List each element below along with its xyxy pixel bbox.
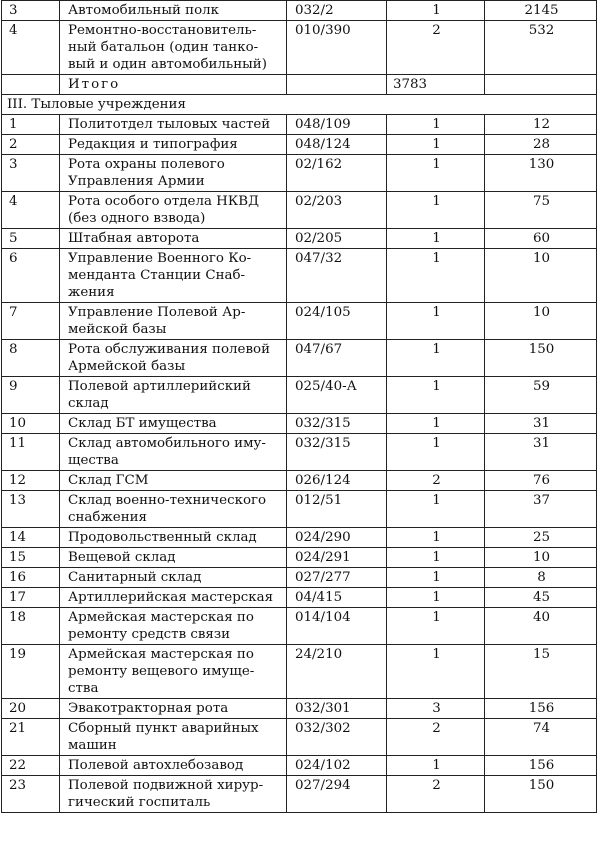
unit-count: 1 (387, 229, 485, 249)
staff-code: 024/290 (287, 528, 387, 548)
unit-name: Автомобильный полк (60, 1, 287, 21)
row-number: 4 (2, 192, 60, 229)
section-header-row (2, 95, 597, 115)
total-empty-cell (287, 75, 387, 95)
unit-count: 1 (387, 135, 485, 155)
personnel-count: 40 (485, 608, 597, 645)
unit-count: 1 (387, 434, 485, 471)
total-empty-cell (485, 75, 597, 95)
personnel-count: 15 (485, 645, 597, 699)
unit-count: 1 (387, 249, 485, 303)
row-number: 16 (2, 568, 60, 588)
unit-count: 1 (387, 568, 485, 588)
personnel-count: 156 (485, 756, 597, 776)
total-row (2, 75, 597, 95)
row-number: 17 (2, 588, 60, 608)
staff-code: 024/105 (287, 303, 387, 340)
staff-code: 047/67 (287, 340, 387, 377)
staff-code: 032/301 (287, 699, 387, 719)
personnel-count: 150 (485, 340, 597, 377)
unit-count: 1 (387, 303, 485, 340)
row-number: 15 (2, 548, 60, 568)
table-row (2, 192, 597, 229)
staff-code: 032/302 (287, 719, 387, 756)
personnel-count: 45 (485, 588, 597, 608)
unit-count: 2 (387, 719, 485, 756)
unit-count: 1 (387, 491, 485, 528)
personnel-count: 532 (485, 21, 597, 75)
personnel-count: 10 (485, 303, 597, 340)
unit-count: 1 (387, 192, 485, 229)
table-row (2, 699, 597, 719)
unit-count: 1 (387, 645, 485, 699)
unit-name: Ремонтно-восстановитель-ный батальон (один танко-вый и один автомобильный) (60, 21, 287, 75)
table-row (2, 471, 597, 491)
unit-name: Склад военно-технического снабжения (60, 491, 287, 528)
unit-name: Управление Полевой Ар-мейской базы (60, 303, 287, 340)
unit-name: Армейская мастерская по ремонту средств связи (60, 608, 287, 645)
table-row (2, 21, 597, 75)
unit-name: Эвакотракторная рота (60, 699, 287, 719)
staff-code: 024/291 (287, 548, 387, 568)
unit-count: 1 (387, 588, 485, 608)
unit-name: Склад ГСМ (60, 471, 287, 491)
table-row (2, 155, 597, 192)
unit-name: Армейская мастерская по ремонту вещевого имуще-ства (60, 645, 287, 699)
row-number: 3 (2, 155, 60, 192)
unit-count: 1 (387, 377, 485, 414)
table-row (2, 115, 597, 135)
unit-name: Штабная авторота (60, 229, 287, 249)
unit-name: Полевой подвижной хирур-гический госпиталь (60, 776, 287, 813)
staff-code: 032/2 (287, 1, 387, 21)
unit-count: 1 (387, 756, 485, 776)
table-row (2, 135, 597, 155)
total-label: Итого (60, 75, 287, 95)
table-row (2, 608, 597, 645)
row-number: 19 (2, 645, 60, 699)
unit-name: Продовольственный склад (60, 528, 287, 548)
row-number: 14 (2, 528, 60, 548)
unit-name: Склад БТ имущества (60, 414, 287, 434)
unit-name: Санитарный склад (60, 568, 287, 588)
row-number: 21 (2, 719, 60, 756)
table-row (2, 414, 597, 434)
personnel-count: 60 (485, 229, 597, 249)
unit-name: Полевой артиллерийский склад (60, 377, 287, 414)
staff-code: 025/40-А (287, 377, 387, 414)
personnel-count: 75 (485, 192, 597, 229)
unit-name: Рота охраны полевого Управления Армии (60, 155, 287, 192)
unit-count: 1 (387, 115, 485, 135)
table-row (2, 756, 597, 776)
unit-name: Управление Военного Ко-менданта Станции Снаб-жения (60, 249, 287, 303)
personnel-count: 31 (485, 434, 597, 471)
table-row (2, 528, 597, 548)
row-number: 22 (2, 756, 60, 776)
staff-code: 026/124 (287, 471, 387, 491)
row-number: 10 (2, 414, 60, 434)
table-row (2, 434, 597, 471)
personnel-count: 74 (485, 719, 597, 756)
table-row (2, 340, 597, 377)
staff-code: 047/32 (287, 249, 387, 303)
table-row (2, 249, 597, 303)
units-table-body (2, 1, 597, 813)
staff-code: 012/51 (287, 491, 387, 528)
total-empty-cell (2, 75, 60, 95)
row-number: 23 (2, 776, 60, 813)
staff-code: 032/315 (287, 434, 387, 471)
unit-count: 3 (387, 699, 485, 719)
personnel-count: 31 (485, 414, 597, 434)
personnel-count: 76 (485, 471, 597, 491)
unit-count: 1 (387, 548, 485, 568)
unit-name: Склад автомобильного иму-щества (60, 434, 287, 471)
table-row (2, 776, 597, 813)
unit-count: 1 (387, 340, 485, 377)
personnel-count: 59 (485, 377, 597, 414)
row-number: 5 (2, 229, 60, 249)
table-row (2, 229, 597, 249)
personnel-count: 10 (485, 548, 597, 568)
personnel-count: 28 (485, 135, 597, 155)
unit-count: 1 (387, 414, 485, 434)
row-number: 3 (2, 1, 60, 21)
staff-code: 024/102 (287, 756, 387, 776)
staff-code: 010/390 (287, 21, 387, 75)
row-number: 2 (2, 135, 60, 155)
section-title: III. Тыловые учреждения (2, 95, 597, 115)
units-table (1, 0, 597, 813)
table-row (2, 645, 597, 699)
staff-code: 02/205 (287, 229, 387, 249)
row-number: 18 (2, 608, 60, 645)
personnel-count: 8 (485, 568, 597, 588)
row-number: 4 (2, 21, 60, 75)
row-number: 13 (2, 491, 60, 528)
table-row (2, 548, 597, 568)
unit-name: Полевой автохлебозавод (60, 756, 287, 776)
personnel-count: 130 (485, 155, 597, 192)
row-number: 20 (2, 699, 60, 719)
unit-count: 1 (387, 155, 485, 192)
unit-count: 2 (387, 776, 485, 813)
unit-name: Редакция и типография (60, 135, 287, 155)
row-number: 7 (2, 303, 60, 340)
unit-count: 1 (387, 528, 485, 548)
unit-name: Вещевой склад (60, 548, 287, 568)
staff-code: 048/124 (287, 135, 387, 155)
unit-name: Рота особого отдела НКВД (без одного взвода) (60, 192, 287, 229)
staff-code: 02/162 (287, 155, 387, 192)
staff-code: 048/109 (287, 115, 387, 135)
row-number: 6 (2, 249, 60, 303)
staff-code: 027/294 (287, 776, 387, 813)
staff-code: 027/277 (287, 568, 387, 588)
table-row (2, 719, 597, 756)
personnel-count: 37 (485, 491, 597, 528)
staff-code: 014/104 (287, 608, 387, 645)
personnel-count: 150 (485, 776, 597, 813)
unit-name: Артиллерийская мастерская (60, 588, 287, 608)
unit-name: Рота обслуживания полевой Армейской базы (60, 340, 287, 377)
table-row (2, 1, 597, 21)
total-value: 3783 (387, 75, 485, 95)
table-row (2, 588, 597, 608)
unit-count: 2 (387, 21, 485, 75)
personnel-count: 25 (485, 528, 597, 548)
table-row (2, 568, 597, 588)
unit-name: Политотдел тыловых частей (60, 115, 287, 135)
personnel-count: 156 (485, 699, 597, 719)
table-row (2, 377, 597, 414)
staff-code: 032/315 (287, 414, 387, 434)
row-number: 9 (2, 377, 60, 414)
staff-code: 02/203 (287, 192, 387, 229)
unit-count: 1 (387, 608, 485, 645)
unit-count: 1 (387, 1, 485, 21)
unit-name: Сборный пункт аварийных машин (60, 719, 287, 756)
table-row (2, 491, 597, 528)
staff-code: 24/210 (287, 645, 387, 699)
row-number: 1 (2, 115, 60, 135)
table-row (2, 303, 597, 340)
personnel-count: 2145 (485, 1, 597, 21)
unit-count: 2 (387, 471, 485, 491)
staff-code: 04/415 (287, 588, 387, 608)
row-number: 8 (2, 340, 60, 377)
personnel-count: 12 (485, 115, 597, 135)
row-number: 12 (2, 471, 60, 491)
row-number: 11 (2, 434, 60, 471)
personnel-count: 10 (485, 249, 597, 303)
